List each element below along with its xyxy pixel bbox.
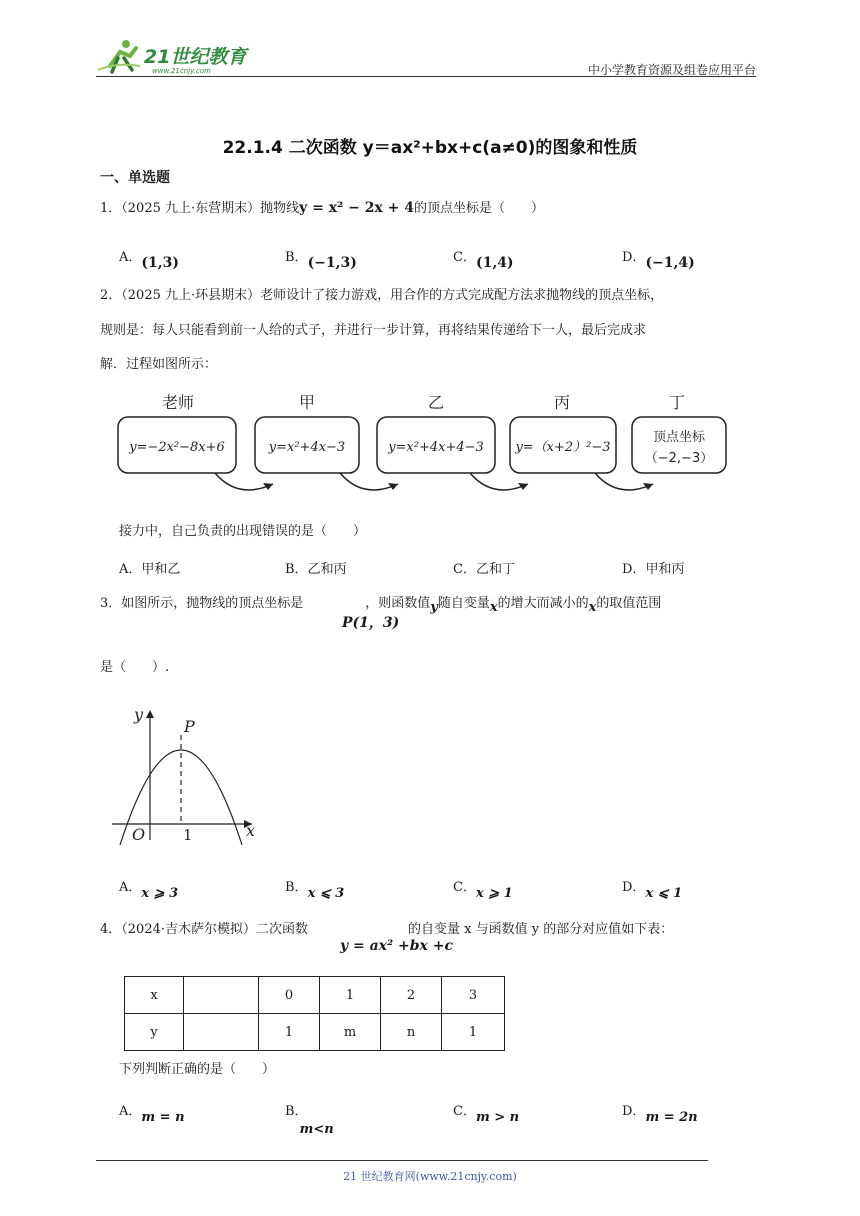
graph-x-label: x <box>246 821 256 840</box>
question-3-line1: 3．如图所示，抛物线的顶点坐标是 ，则函数值y随自变量x的增大而减小的x的取值范围 <box>100 596 662 615</box>
q3-option-b[interactable]: B．x ⩽ 3 <box>285 880 345 901</box>
graph-one-label: 1 <box>183 826 193 844</box>
flow-arrow-1 <box>215 473 273 490</box>
q1-option-c[interactable]: C．(1,4) <box>453 250 514 271</box>
question-2-line2: 规则是：每人只能看到前一人给的式子，并进行一步计算，再将结果传递给下一人，最后完成求 <box>100 323 647 338</box>
flow-expr-jia: y=x²+4x−3 <box>268 440 346 455</box>
q2-option-c[interactable]: C．乙和丁 <box>453 562 515 577</box>
flow-arrow-2 <box>340 473 398 490</box>
q1-option-b[interactable]: B．(−1,3) <box>285 250 357 271</box>
flow-name-jia: 甲 <box>298 393 316 412</box>
flow-arrow-3 <box>470 473 528 490</box>
parabola-graph <box>112 700 262 845</box>
flow-name-teacher: 老师 <box>161 393 195 412</box>
question-2-line3: 解．过程如图所示： <box>100 357 218 372</box>
flow-expr-teacher: y=−2x²−8x+6 <box>129 440 225 455</box>
footer-divider <box>96 1160 708 1161</box>
q3-option-c[interactable]: C．x ⩾ 1 <box>453 880 513 901</box>
question-2-line1: 2．（2025 九上·环县期末）老师设计了接力游戏，用合作的方式完成配方法求抛物线的顶点坐标， <box>100 288 664 303</box>
q4-question: 下列判断正确的是（ ） <box>119 1062 276 1077</box>
q4-option-b[interactable]: B．m<n <box>285 1104 334 1137</box>
flow-arrow-4 <box>595 473 653 490</box>
question-1: 1．（2025 九上·东营期末）抛物线y = x² − 2x + 4的顶点坐标是（ ） <box>100 200 545 216</box>
q4-option-d[interactable]: D．m = 2n <box>622 1104 698 1125</box>
graph-p-label: P <box>184 717 195 736</box>
flow-expr-yi: y=x²+4x+4−3 <box>388 440 484 455</box>
table-row: y 1 m n 1 <box>125 1014 505 1051</box>
q3-option-a[interactable]: A．x ⩾ 3 <box>119 880 179 901</box>
flow-name-ding: 丁 <box>668 393 686 412</box>
flow-expr-ding-2: （−2,−3） <box>644 451 714 466</box>
relay-flow-diagram <box>110 388 740 498</box>
runner-logo-icon <box>98 40 140 72</box>
header-divider <box>96 76 756 77</box>
page-title: 22.1.4 二次函数 y＝ax²+bx+c(a≠0)的图象和性质 <box>222 138 638 158</box>
q2-question: 接力中，自己负责的出现错误的是（ ） <box>119 524 367 539</box>
q4-expression: y = ax² +bx +c <box>340 938 454 954</box>
q1-option-a[interactable]: A．(1,3) <box>119 250 179 271</box>
question-3-line2: 是（ ）. <box>100 660 170 675</box>
question-4-line1: 4．（2024·吉木萨尔模拟）二次函数 的自变量 x 与函数值 y 的部分对应值如下表： <box>100 922 674 937</box>
q2-option-b[interactable]: B．乙和丙 <box>285 562 347 577</box>
flow-name-yi: 乙 <box>427 393 445 412</box>
header-platform-text: 中小学教育资源及组卷应用平台 <box>587 63 756 77</box>
q2-option-a[interactable]: A．甲和乙 <box>119 562 181 577</box>
q1-option-d[interactable]: D．(−1,4) <box>622 250 695 271</box>
q3-option-d[interactable]: D．x ⩽ 1 <box>622 880 683 901</box>
graph-o-label: O <box>132 825 146 844</box>
svg-text:21世纪教育: 21世纪教育 <box>144 46 247 68</box>
value-table <box>124 976 505 1051</box>
svg-text:www.21cnjy.com: www.21cnjy.com <box>152 67 211 75</box>
q4-option-c[interactable]: C．m > n <box>453 1104 520 1125</box>
graph-y-label: y <box>134 705 144 724</box>
flow-expr-bing: y=（x+2）²−3 <box>515 440 611 455</box>
q3-vertex: P(1，3) <box>342 615 400 631</box>
y-axis-arrow <box>146 710 154 718</box>
q2-option-d[interactable]: D．甲和丙 <box>622 562 685 577</box>
site-logo <box>96 36 266 76</box>
flow-expr-ding-1: 顶点坐标 <box>652 430 706 445</box>
footer-link[interactable]: 21 世纪教育网(www.21cnjy.com) <box>343 1170 517 1183</box>
q1-expression: y = x² − 2x + 4 <box>299 200 415 216</box>
flow-name-bing: 丙 <box>553 393 571 412</box>
section-heading: 一、单选题 <box>100 170 170 186</box>
q4-option-a[interactable]: A．m = n <box>119 1104 185 1125</box>
table-row: x 0 1 2 3 <box>125 977 505 1014</box>
